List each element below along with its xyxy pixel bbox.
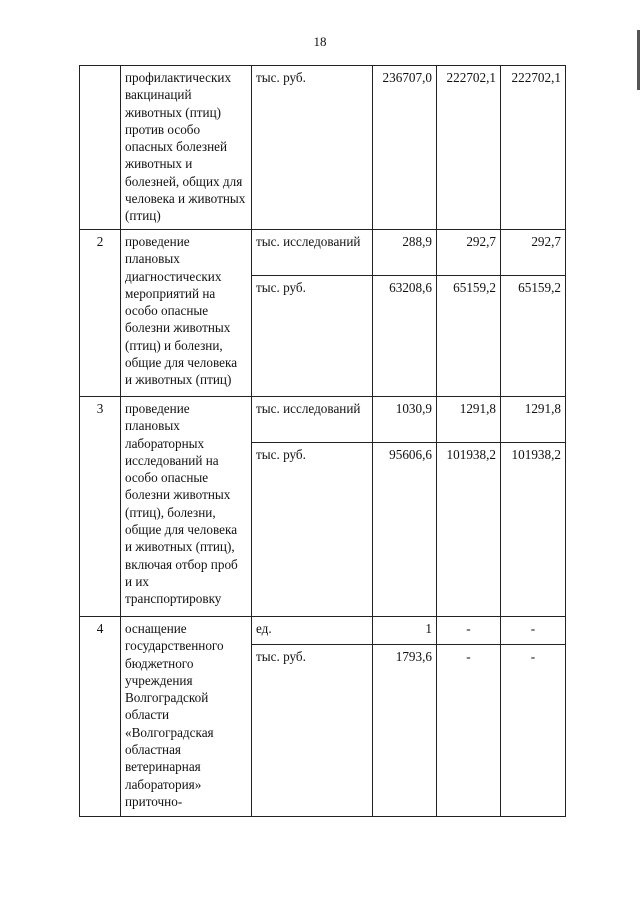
row-description: оснащение государственного бюджетного учреждения Волгоградской области «Волгоградская областная ветеринарная лаборатория» приточно-	[121, 617, 252, 817]
unit-cell: тыс. исследований	[252, 397, 373, 443]
value-cell-2: -	[437, 645, 501, 817]
row-number: 3	[80, 397, 121, 617]
value-cell-3: -	[501, 617, 566, 645]
table-row	[80, 230, 566, 276]
row-number: 2	[80, 230, 121, 397]
value-cell-2: -	[437, 617, 501, 645]
row-description: проведение плановых лабораторных исследований на особо опасные болезни животных (птиц), болезни, общие для человека и животных (птиц), включая отбор проб и их транспортировку	[121, 397, 252, 617]
table-row	[80, 617, 566, 645]
value-cell-3: 292,7	[501, 230, 566, 276]
value-cell-2: 101938,2	[437, 443, 501, 617]
page-number: 18	[313, 34, 327, 49]
value-cell-3: 222702,1	[501, 66, 566, 230]
row-description: проведение плановых диагностических мероприятий на особо опасные болезни животных (птиц) и болезни, общие для человека и животных (птиц)	[121, 230, 252, 397]
unit-cell: тыс. руб.	[252, 443, 373, 617]
value-cell-1: 236707,0	[373, 66, 437, 230]
budget-table	[79, 65, 566, 817]
unit-cell: тыс. руб.	[252, 66, 373, 230]
unit-cell: тыс. руб.	[252, 276, 373, 397]
value-cell-2: 222702,1	[437, 66, 501, 230]
value-cell-1: 288,9	[373, 230, 437, 276]
value-cell-2: 1291,8	[437, 397, 501, 443]
value-cell-2: 65159,2	[437, 276, 501, 397]
table-row	[80, 66, 566, 230]
unit-cell: тыс. исследований	[252, 230, 373, 276]
value-cell-3: 101938,2	[501, 443, 566, 617]
value-cell-3: -	[501, 645, 566, 817]
value-cell-3: 1291,8	[501, 397, 566, 443]
unit-cell: тыс. руб.	[252, 645, 373, 817]
row-description: профилактических вакцинаций животных (птиц) против особо опасных болезней животных и болезней, общих для человека и животных (птиц)	[121, 66, 252, 230]
value-cell-2: 292,7	[437, 230, 501, 276]
row-number	[80, 66, 121, 230]
table-row	[80, 397, 566, 443]
value-cell-1: 95606,6	[373, 443, 437, 617]
row-number: 4	[80, 617, 121, 817]
value-cell-1: 1	[373, 617, 437, 645]
value-cell-1: 63208,6	[373, 276, 437, 397]
value-cell-3: 65159,2	[501, 276, 566, 397]
value-cell-1: 1793,6	[373, 645, 437, 817]
value-cell-1: 1030,9	[373, 397, 437, 443]
unit-cell: ед.	[252, 617, 373, 645]
